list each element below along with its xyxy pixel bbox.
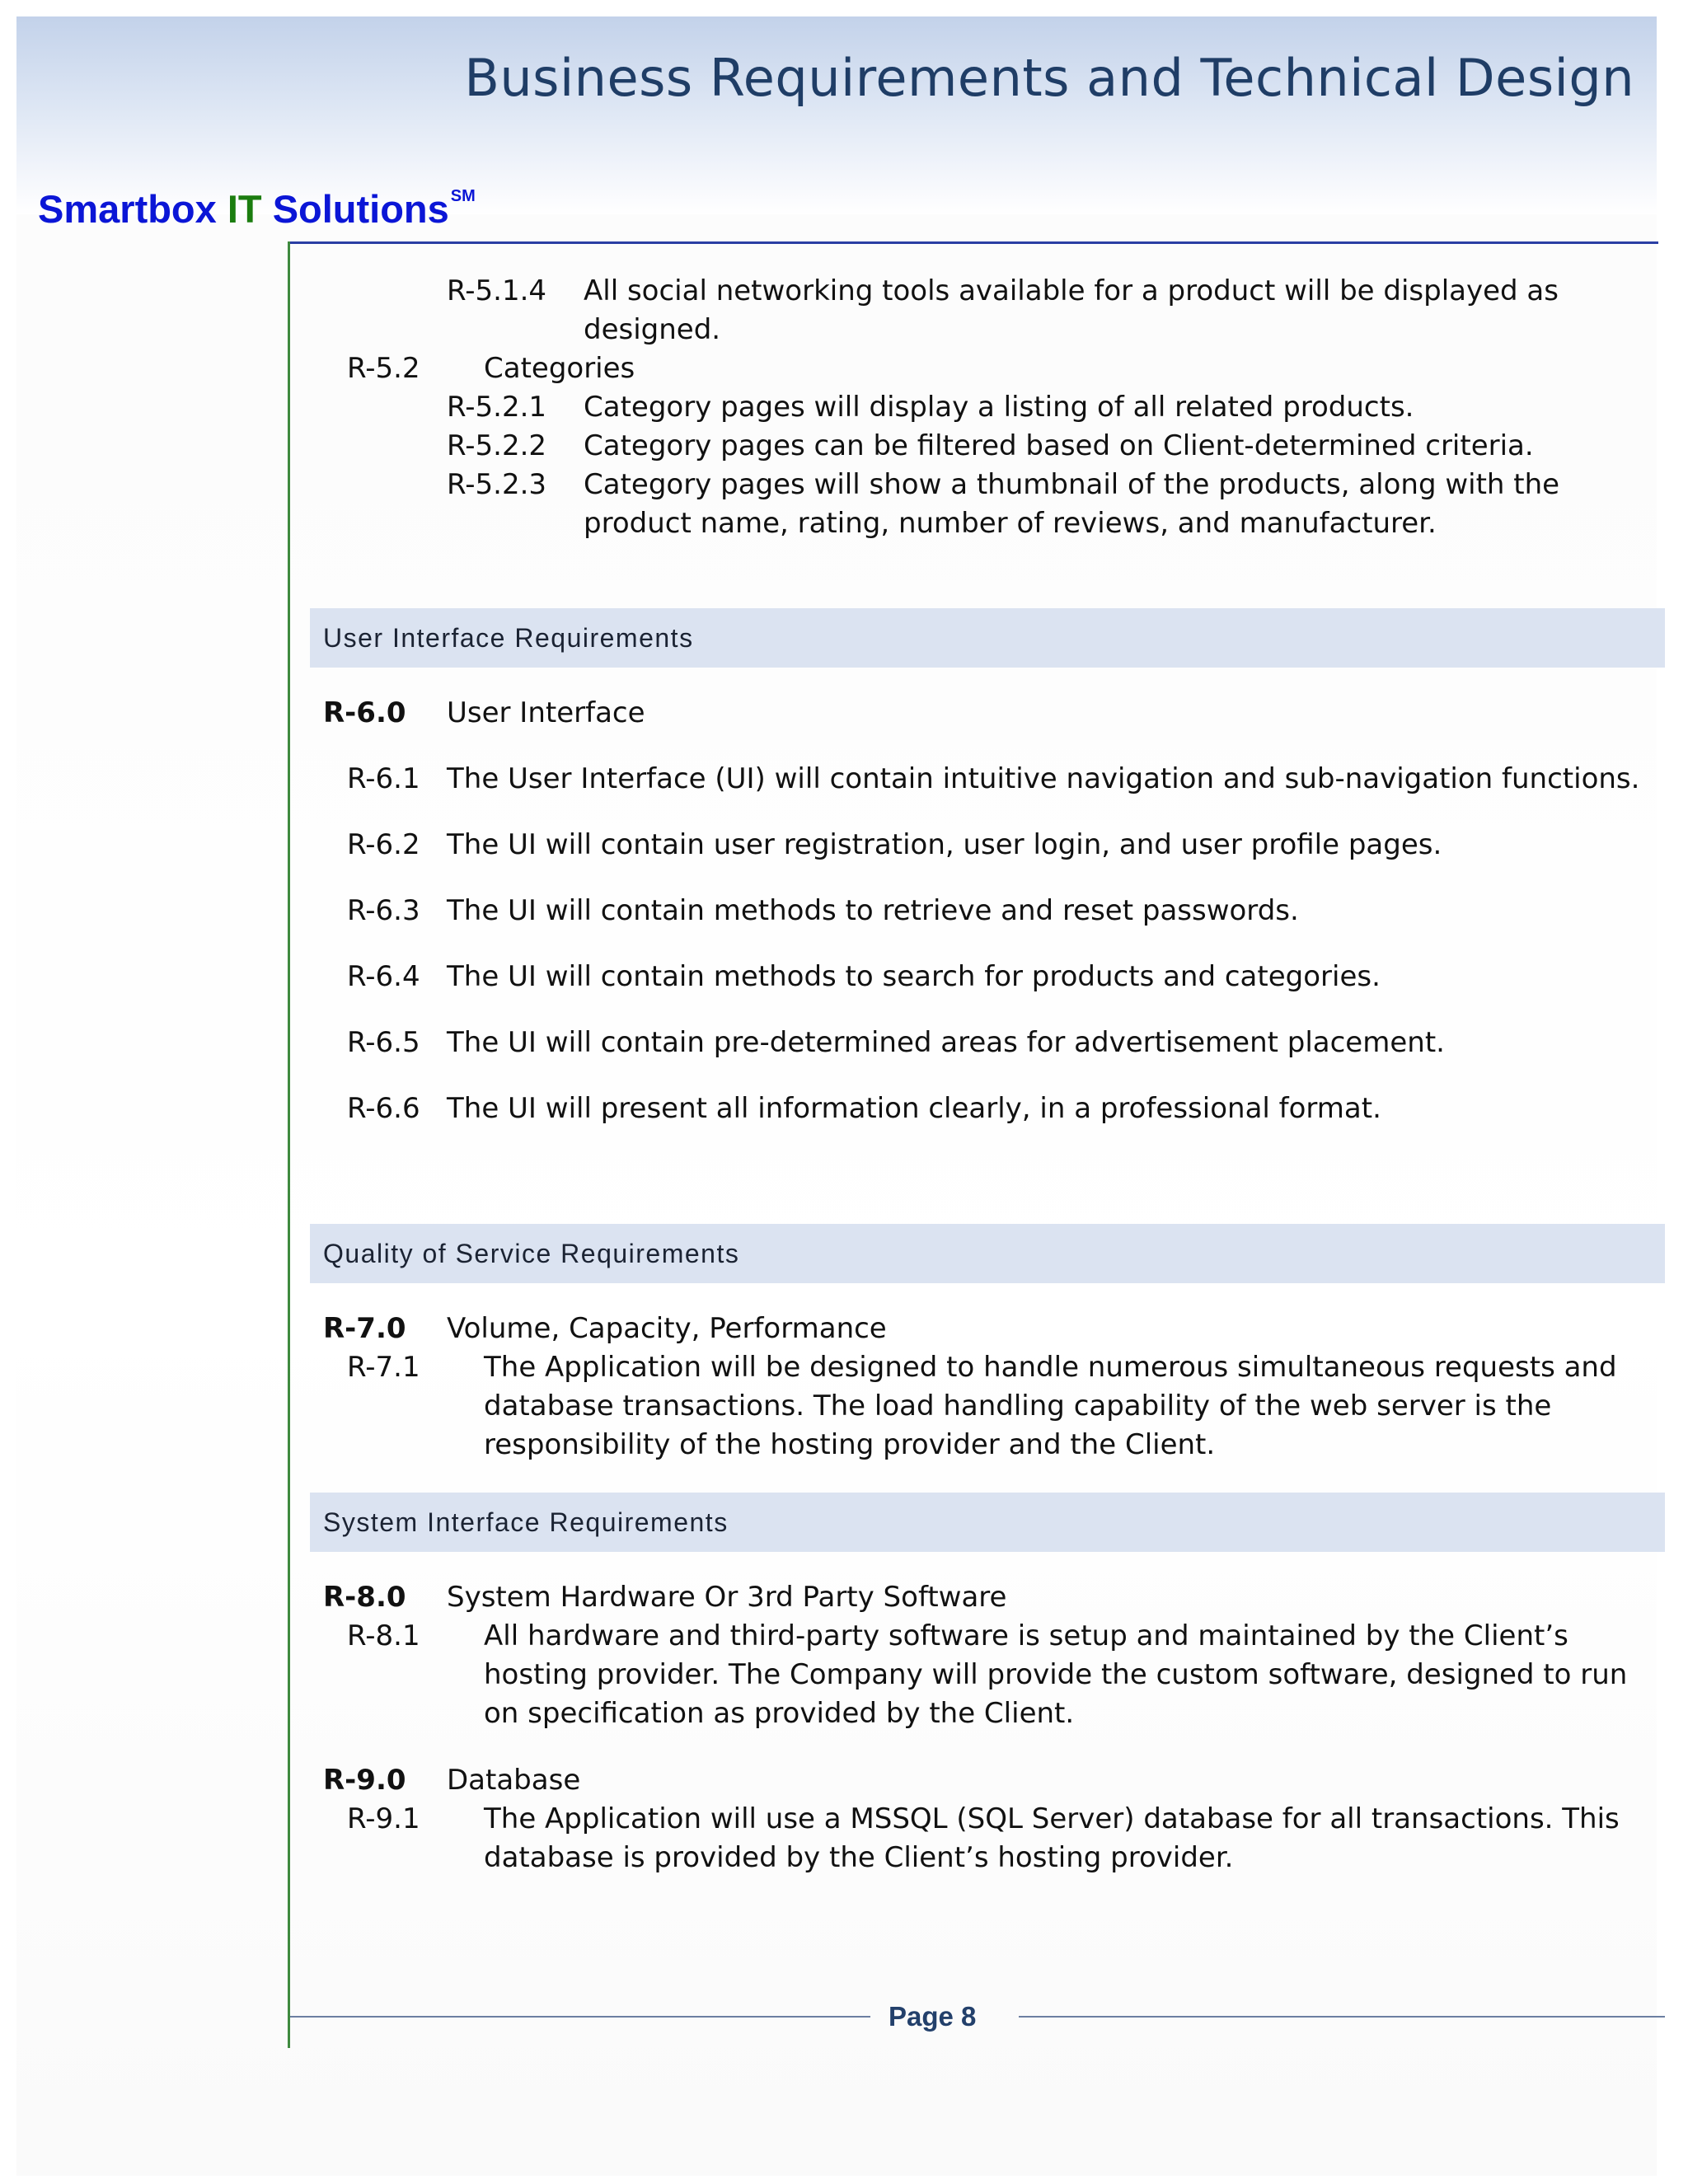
- req-id: R-9.1: [347, 1802, 420, 1835]
- req-text: The UI will contain pre-determined areas for advertisement placement.: [447, 1026, 1445, 1059]
- section-heading: Quality of Service Requirements: [323, 1239, 740, 1268]
- req-text: Category pages will display a listing of all related products.: [584, 391, 1414, 424]
- req-text: on specification as provided by the Client.: [484, 1697, 1075, 1730]
- req-id-main: R-8.0: [323, 1581, 406, 1614]
- req-text: database is provided by the Client’s hosting provider.: [484, 1841, 1234, 1874]
- req-text: The UI will contain methods to retrieve and reset passwords.: [447, 894, 1299, 927]
- req-id-main: R-6.0: [323, 696, 406, 729]
- req-text: responsibility of the hosting provider and the Client.: [484, 1428, 1216, 1461]
- footer-rule-left: [290, 2016, 870, 2018]
- req-title: System Hardware Or 3rd Party Software: [447, 1581, 1007, 1614]
- req-id: R-5.2.1: [447, 391, 547, 424]
- req-text: Category pages will show a thumbnail of the products, along with the: [584, 468, 1560, 501]
- req-id: R-6.2: [347, 828, 420, 861]
- req-text: All hardware and third-party software is setup and maintained by the Client’s: [484, 1619, 1568, 1652]
- brand-service-mark: SM: [450, 187, 476, 205]
- req-title: User Interface: [447, 696, 645, 729]
- req-text: designed.: [584, 313, 721, 346]
- req-text: hosting provider. The Company will provide the custom software, designed to run: [484, 1658, 1628, 1691]
- req-id: R-6.5: [347, 1026, 420, 1059]
- req-text: The Application will be designed to handle numerous simultaneous requests and: [484, 1351, 1617, 1384]
- req-id: R-6.3: [347, 894, 420, 927]
- brand-name-1: Smartbox: [38, 187, 217, 231]
- section-heading-band: [310, 1224, 1665, 1283]
- section-heading: User Interface Requirements: [323, 623, 694, 653]
- req-id: R-6.1: [347, 762, 420, 795]
- req-title: Volume, Capacity, Performance: [447, 1312, 887, 1345]
- section-heading: System Interface Requirements: [323, 1507, 729, 1537]
- req-id: R-6.6: [347, 1092, 420, 1125]
- req-id-main: R-7.0: [323, 1312, 406, 1345]
- req-text: Category pages can be filtered based on Client-determined criteria.: [584, 429, 1534, 462]
- req-text: The Application will use a MSSQL (SQL Server) database for all transactions. This: [484, 1802, 1620, 1835]
- req-id-main: R-9.0: [323, 1764, 406, 1797]
- brand-name-3: Solutions: [272, 187, 449, 231]
- req-text: The UI will contain user registration, user login, and user profile pages.: [447, 828, 1442, 861]
- section-heading-band: [310, 1493, 1665, 1552]
- req-text: All social networking tools available for a product will be displayed as: [584, 274, 1559, 307]
- req-id: R-6.4: [347, 960, 420, 993]
- document-title: Business Requirements and Technical Design: [464, 48, 1634, 108]
- req-id: R-5.2.3: [447, 468, 547, 501]
- req-text: The User Interface (UI) will contain intuitive navigation and sub-navigation functions.: [447, 762, 1640, 795]
- req-title: Database: [447, 1764, 581, 1797]
- req-id: R-5.2: [347, 352, 420, 385]
- req-id: R-7.1: [347, 1351, 420, 1384]
- req-id: R-5.1.4: [447, 274, 547, 307]
- brand-name-2: IT: [227, 187, 262, 231]
- footer-rule-right: [1019, 2016, 1665, 2018]
- req-text: The UI will present all information clearly, in a professional format.: [447, 1092, 1381, 1125]
- req-text: database transactions. The load handling capability of the web server is the: [484, 1390, 1552, 1422]
- req-id: R-8.1: [347, 1619, 420, 1652]
- req-text: product name, rating, number of reviews, and manufacturer.: [584, 507, 1437, 540]
- req-text: The UI will contain methods to search for products and categories.: [447, 960, 1381, 993]
- req-text: Categories: [484, 352, 635, 385]
- req-id: R-5.2.2: [447, 429, 547, 462]
- page-number: Page 8: [889, 2001, 977, 2032]
- section-heading-band: [310, 608, 1665, 668]
